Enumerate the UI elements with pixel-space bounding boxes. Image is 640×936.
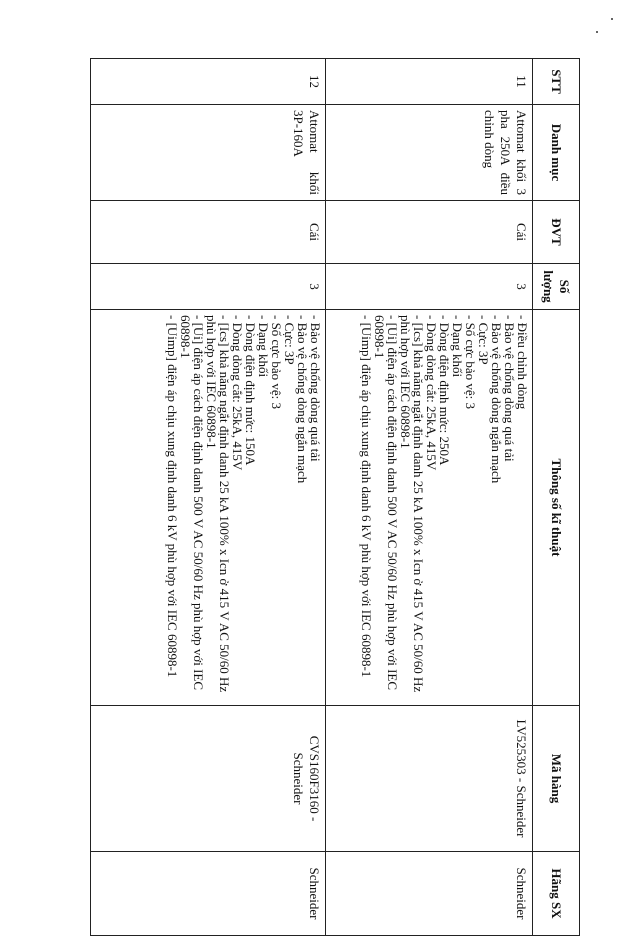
spec-line: - Dạng khối [256, 315, 271, 378]
row-code: CVS160F3160 - Schneider [91, 706, 326, 852]
header-unit: ĐVT [533, 201, 580, 264]
row-stt: 12 [91, 59, 326, 105]
header-stt: STT [533, 59, 580, 105]
spec-line: - [Ui] điện áp cách điện định danh 500 V AC 50/60 Hz phù hợp với IEC 60898-1 [372, 315, 400, 691]
header-spec: Thông số kĩ thuật [533, 310, 580, 706]
spec-line: - Dòng dòng cắt: 25kA, 415V [424, 315, 439, 471]
row-unit: Cái [91, 201, 326, 264]
table-row [91, 59, 326, 936]
spec-line: - Cực: 3P [476, 315, 491, 365]
row-name: Attomat khối 3P-160A [91, 105, 326, 201]
row-stt: 11 [326, 59, 533, 105]
header-qty: Số lượng [533, 264, 580, 310]
spec-line: - Bảo vệ chống dòng ngắn mạch [295, 315, 310, 484]
row-qty: 3 [91, 264, 326, 310]
row-manufacturer: Schneider [91, 852, 326, 936]
scan-speck [596, 31, 598, 33]
spec-line: - Bảo vệ chống dòng quá tải [502, 315, 517, 462]
spec-line: - Số cực bảo vệ: 3 [269, 315, 284, 410]
spec-line: - Số cực bảo vệ: 3 [463, 315, 478, 410]
spec-line: - Cực: 3P [282, 315, 297, 365]
spec-line: - [Ics] khả năng ngắt định danh 25 kA 100% x Icn ở 415 V AC 50/60 Hz phù hợp với IEC 60898-1 [204, 315, 232, 693]
spec-line: - Dòng dòng cắt: 25kA, 415V [230, 315, 245, 471]
header-code: Mã hàng [533, 706, 580, 852]
row-spec-list [91, 310, 326, 706]
table-row [326, 59, 533, 936]
row-spec-list [326, 310, 533, 706]
header-name: Danh mục [533, 105, 580, 201]
row-name: Attomat khối 3 pha 250A điều chỉnh dòng [326, 105, 533, 201]
spec-line: - Dòng điện định mức: 250A [437, 315, 452, 466]
row-unit: Cái [326, 201, 533, 264]
row-qty: 3 [326, 264, 533, 310]
spec-line: - [Uimp] điện áp chịu xung định danh 6 kV phù hợp với IEC 60898-1 [359, 315, 374, 678]
spec-line: - Điều chỉnh dòng [515, 315, 530, 410]
spec-line: - Bảo vệ chống dòng quá tải [308, 315, 323, 462]
spec-line: - [Ics] khả năng ngắt định danh 25 kA 100% x Icn ở 415 V AC 50/60 Hz phù hợp với IEC 60898-1 [398, 315, 426, 693]
spec-table [90, 58, 580, 936]
row-code: LV525303 - Schneider [326, 706, 533, 852]
table-header-row [533, 59, 580, 936]
rotated-document-page [100, 58, 580, 920]
spec-line: - Bảo vệ chống dòng ngắn mạch [489, 315, 504, 484]
header-manufacturer: Hãng SX [533, 852, 580, 936]
spec-line: - Dạng khối [450, 315, 465, 378]
spec-line: - Dòng điện định mức: 150A [243, 315, 258, 466]
row-manufacturer: Schneider [326, 852, 533, 936]
scan-speck [611, 18, 613, 20]
spec-line: - [Uimp] điện áp chịu xung định danh 6 kV phù hợp với IEC 60898-1 [165, 315, 180, 678]
spec-line: - [Ui] điện áp cách điện định danh 500 V AC 50/60 Hz phù hợp với IEC 60898-1 [178, 315, 206, 691]
